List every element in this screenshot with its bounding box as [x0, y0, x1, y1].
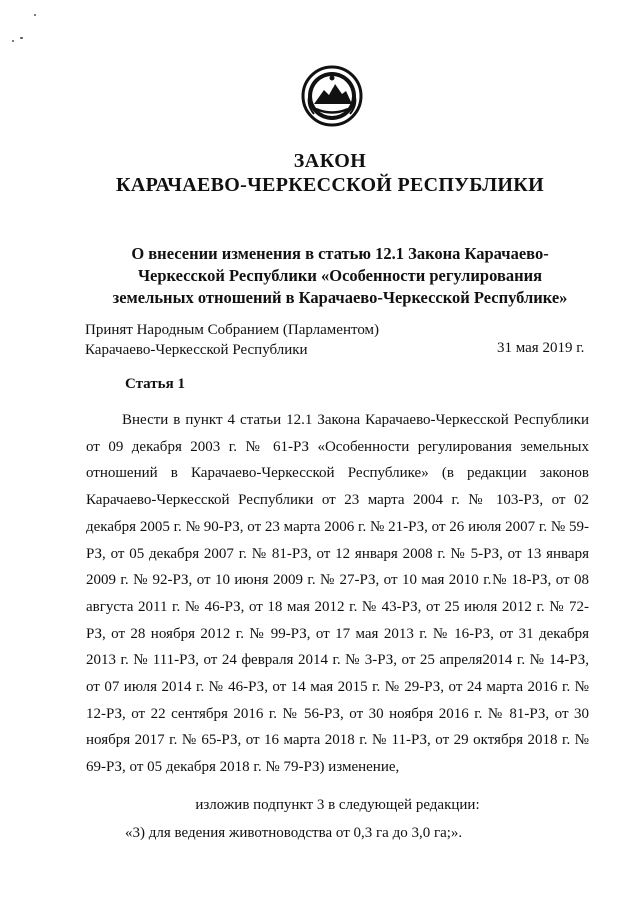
scan-speck: [20, 37, 23, 39]
scan-speck: [34, 14, 36, 16]
republic-label: КАРАЧАЕВО-ЧЕРКЕССКОЙ РЕСПУБЛИКИ: [116, 174, 544, 196]
law-label: ЗАКОН: [293, 150, 367, 172]
article-closing-line: изложив подпункт 3 в следующей редакции:: [195, 797, 480, 813]
adoption-line: Принят Народным Собранием (Парламентом): [85, 322, 380, 338]
article-quote: «3) для ведения животноводства от 0,3 га до 3,0 га;».: [125, 825, 463, 841]
law-title-line: О внесении изменения в статью 12.1 Закона Карачаево-: [131, 244, 549, 263]
article-heading: Статья 1: [125, 376, 185, 392]
law-title: [60, 243, 620, 309]
law-title-line: земельных отношений в Карачаево-Черкесской Республике»: [112, 288, 568, 307]
adoption-date: 31 мая 2019 г.: [497, 340, 585, 356]
adoption-statement: [85, 320, 379, 360]
article-body: Внести в пункт 4 статьи 12.1 Закона Карачаево-Черкесской Республики от 09 декабря 2003 г. № 61-РЗ «Особенности регулирования земельных отношений в Карачаево-Черкесской Республике» (в редакции законов Карачаево-Черкесской Республики от 23 марта 2004 г. № 103-РЗ, от 02 декабря 2005 г. № 90-РЗ, от 23 марта 2006 г. № 21-РЗ, от 26 июля 2007 г. № 59-РЗ, от 05 декабря 2007 г. № 81-РЗ, от 12 января 2008 г. № 5-РЗ, от 13 января 2009 г. № 92-РЗ, от 10 июня 2009 г. № 27-РЗ, от 10 мая 2010 г.№ 18-РЗ, от 08 августа 2011 г. № 46-РЗ, от 18 мая 2012 г. № 43-РЗ, от 25 июля 2012 г. № 72-РЗ, от 28 ноября 2012 г. № 99-РЗ, от 17 мая 2013 г. № 16-РЗ, от 31 декабря 2013 г. № 111-РЗ, от 24 февраля 2014 г. № 3-РЗ, от 25 апреля2014 г. № 14-РЗ, от 07 июля 2014 г. № 46-РЗ, от 14 мая 2015 г. № 29-РЗ, от 24 марта 2016 г. № 12-РЗ, от 22 сентября 2016 г. № 56-РЗ, от 30 ноября 2016 г. № 81-РЗ, от 30 ноября 2017 г. № 65-РЗ, от 16 марта 2018 г. № 11-РЗ, от 29 октября 2018 г. № 69-РЗ, от 05 декабря 2018 г. № 79-РЗ) изменение,: [86, 412, 589, 776]
scan-speck: [12, 40, 14, 42]
law-title-line: Черкесской Республики «Особенности регулирования: [137, 266, 543, 285]
adoption-line: Карачаево-Черкесской Республики: [85, 342, 308, 358]
coat-of-arms-emblem: [300, 64, 364, 128]
